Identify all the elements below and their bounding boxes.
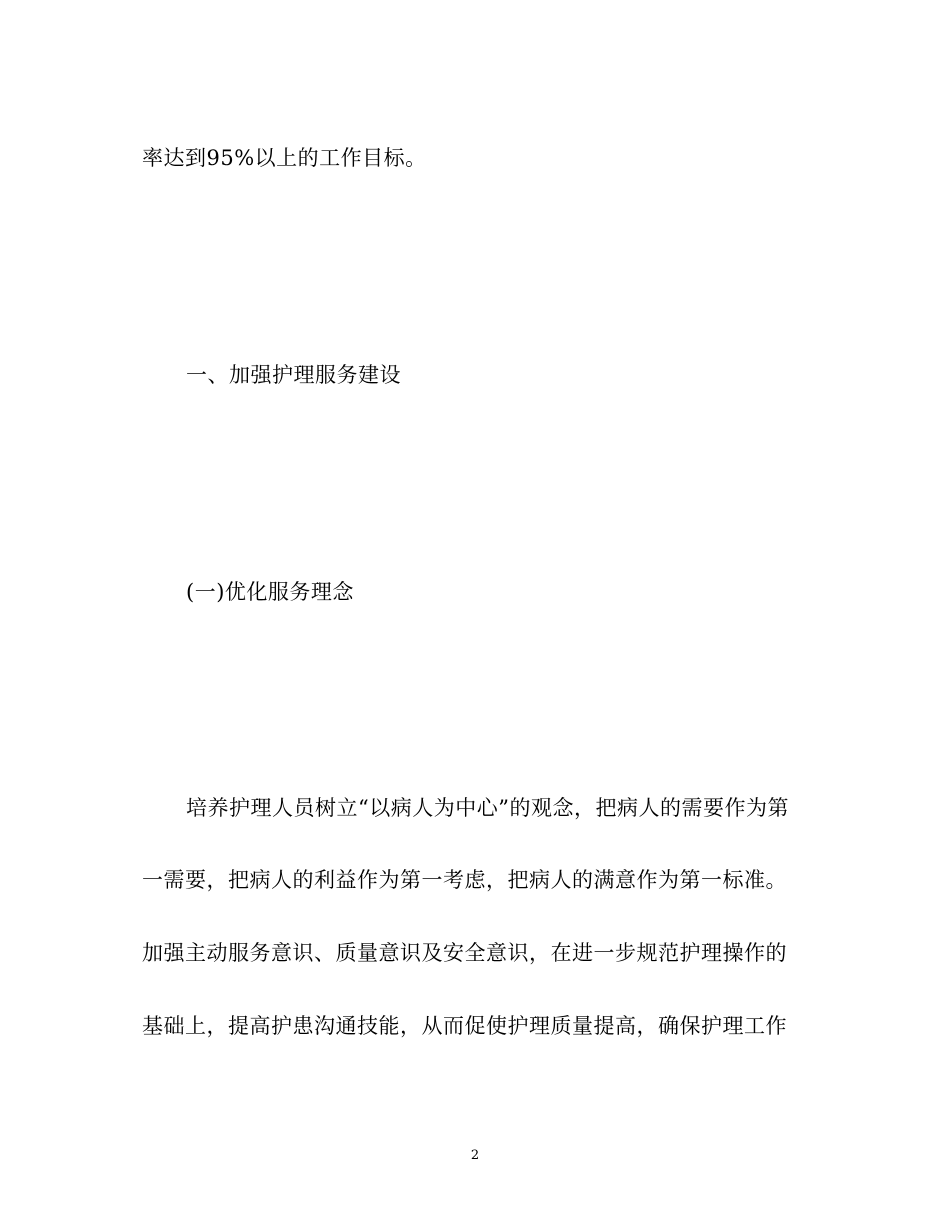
body-line-1: 培养护理人员树立“以病人为中心”的观念，把病人的需要作为第 — [186, 796, 789, 820]
paragraph-continuation: 率达到95%以上的工作目标。 — [142, 146, 427, 170]
section-heading: 一、加强护理服务建设 — [186, 363, 401, 387]
body-line-4: 基础上，提高护患沟通技能，从而促使护理质量提高，确保护理工作 — [142, 1014, 787, 1038]
subsection-heading: (一)优化服务理念 — [186, 580, 354, 604]
body-line-3: 加强主动服务意识、质量意识及安全意识，在进一步规范护理操作的 — [142, 941, 787, 965]
page-number: 2 — [470, 1148, 480, 1163]
body-line-2: 一需要，把病人的利益作为第一考虑，把病人的满意作为第一标准。 — [142, 868, 787, 892]
